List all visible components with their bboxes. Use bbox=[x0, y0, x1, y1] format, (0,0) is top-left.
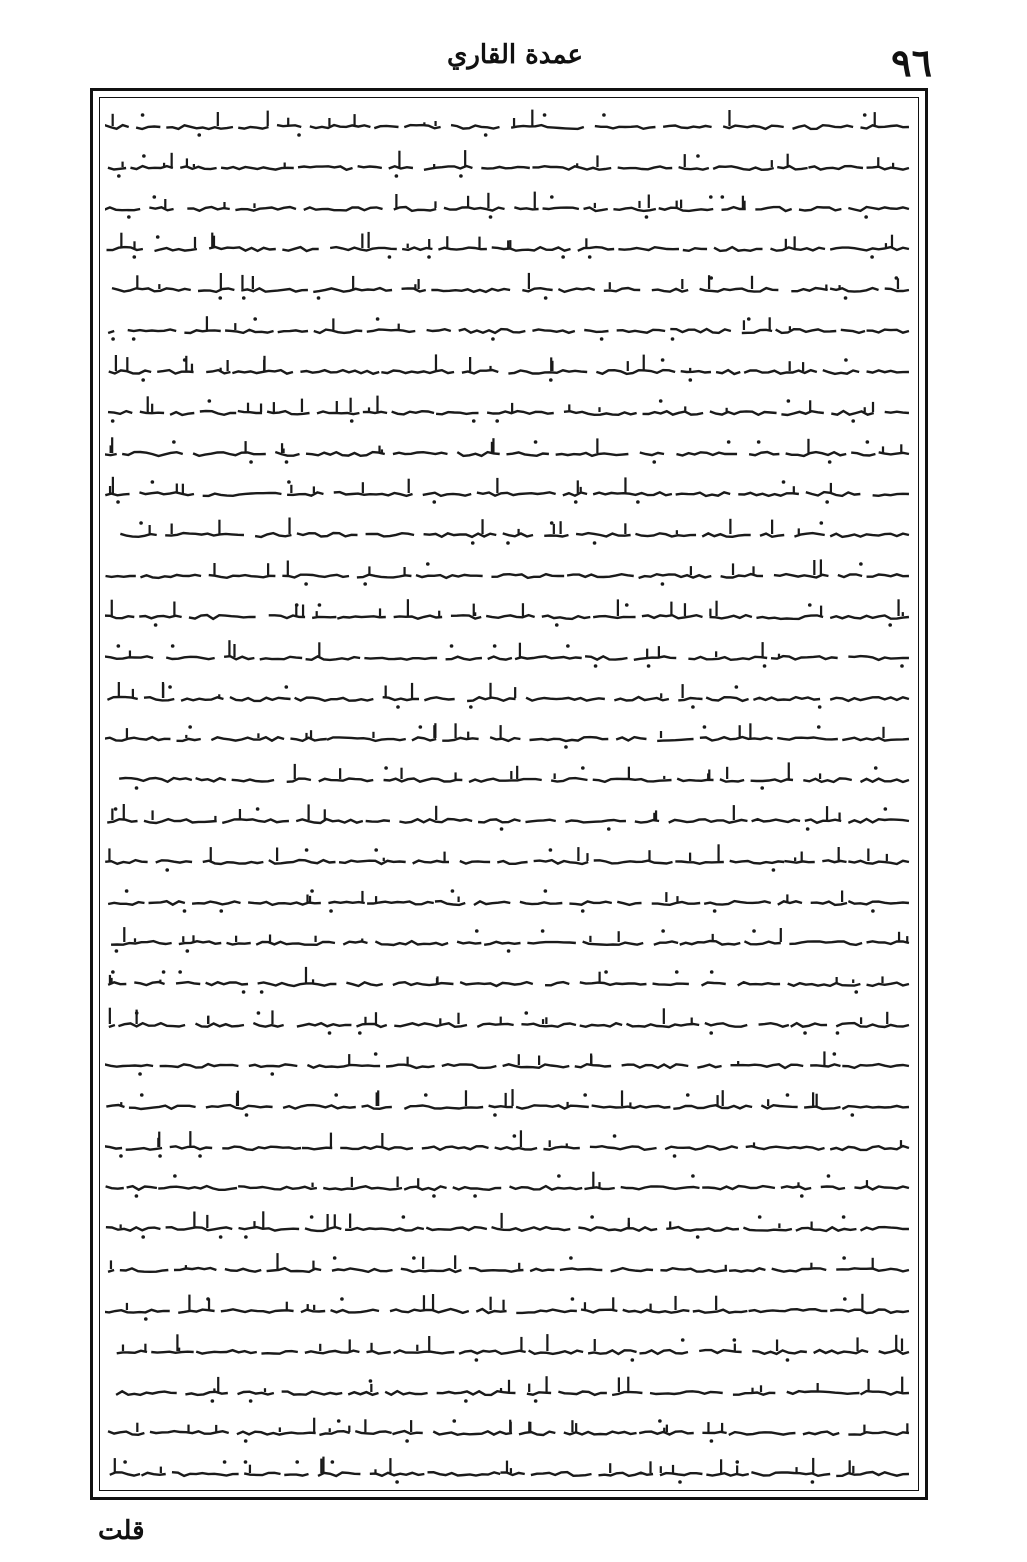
text-line bbox=[105, 1407, 913, 1447]
body-text bbox=[105, 101, 913, 1487]
text-line bbox=[105, 1326, 913, 1366]
text-line bbox=[105, 632, 913, 672]
text-line bbox=[105, 1081, 913, 1121]
catchword: قلت bbox=[98, 1516, 145, 1546]
page-frame bbox=[90, 88, 928, 1500]
text-line bbox=[105, 509, 913, 549]
text-line bbox=[105, 101, 913, 141]
text-line bbox=[105, 1040, 913, 1080]
page-number: ٩٦ bbox=[891, 40, 932, 85]
text-line bbox=[105, 999, 913, 1039]
text-line bbox=[105, 1162, 913, 1202]
text-line bbox=[105, 468, 913, 508]
text-line bbox=[105, 223, 913, 263]
text-line bbox=[105, 550, 913, 590]
text-line bbox=[105, 1285, 913, 1325]
text-line bbox=[105, 305, 913, 345]
text-line bbox=[105, 264, 913, 304]
text-line bbox=[105, 713, 913, 753]
text-line bbox=[105, 836, 913, 876]
text-line bbox=[105, 142, 913, 182]
text-line bbox=[105, 958, 913, 998]
text-line bbox=[105, 428, 913, 468]
text-line bbox=[105, 591, 913, 631]
text-line bbox=[105, 1448, 913, 1488]
text-line bbox=[105, 1244, 913, 1284]
text-line bbox=[105, 917, 913, 957]
text-line bbox=[105, 754, 913, 794]
text-line bbox=[105, 1367, 913, 1407]
text-line bbox=[105, 183, 913, 223]
text-line bbox=[105, 1203, 913, 1243]
text-line bbox=[105, 1122, 913, 1162]
text-line bbox=[105, 673, 913, 713]
text-line bbox=[105, 877, 913, 917]
text-line bbox=[105, 387, 913, 427]
running-title: عمدة القاري bbox=[447, 40, 583, 70]
text-line bbox=[105, 795, 913, 835]
text-line bbox=[105, 346, 913, 386]
